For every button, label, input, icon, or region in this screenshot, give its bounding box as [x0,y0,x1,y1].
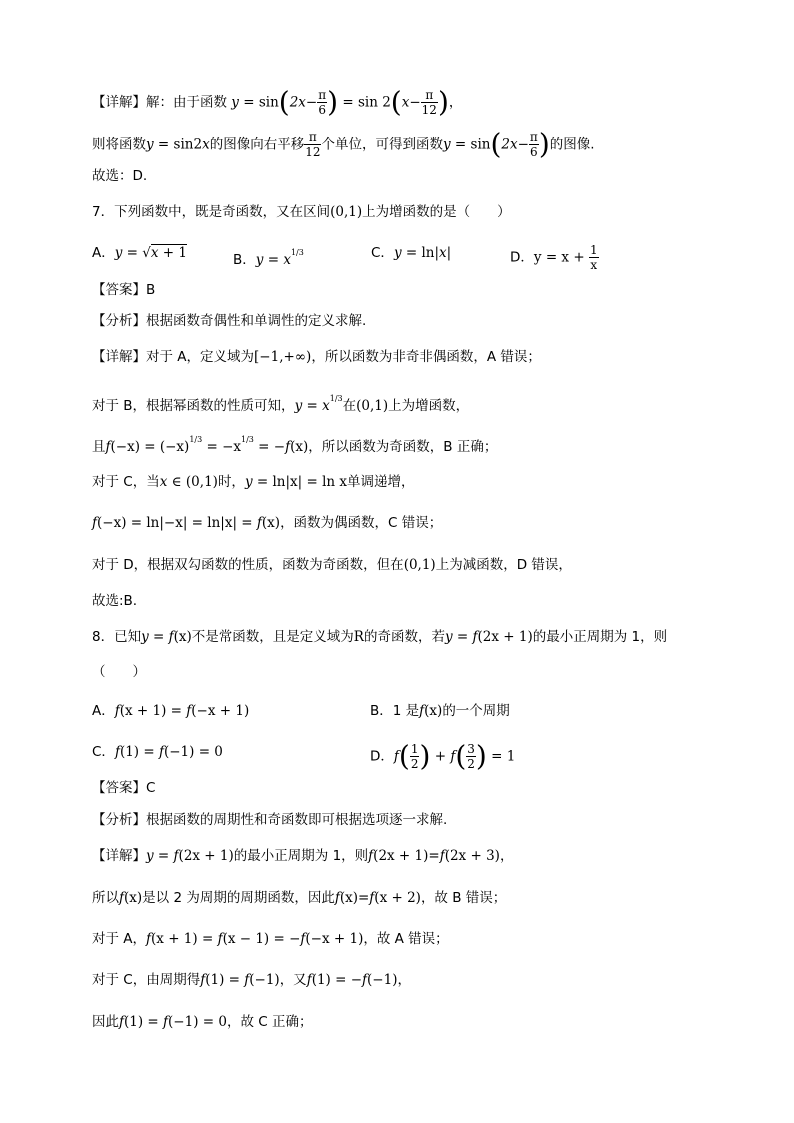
q7-option-a: A．y = √x + 1 [92,245,187,261]
q7-option-c: C．y = ln|x| [371,245,452,261]
detail-8-a: 对于 A，f(x + 1) = f(x − 1) = −f(−x + 1)，故 A 错误； [92,931,449,947]
answer-7: 【答案】B [92,282,156,298]
solution-line-2: 则将函数y = sin2x的图像向右平移 $\frac{\pi}{12}$ 个单位，可得到函数y = sin(2x− $\frac{\pi}{6}$ )的图像. [92,127,595,161]
q7-option-d: D．y = x + $\frac{1}{x}$ [510,243,598,272]
analysis-7: 【分析】根据函数奇偶性和单调性的定义求解. [92,313,367,329]
question-8-stem: 8．已知y = f(x)不是常函数，且是定义域为R的奇函数，若y = f(2x + 1)的最小正周期为 1，则 [92,629,668,645]
detail-8-c: 对于 C，由周期得f(1) = f(−1)，又f(1) = −f(−1)， [92,972,411,988]
solution-line-1: 【详解】解：由于函数 y = sin(2x− $\frac{\pi}{6}$ ) = sin 2(x− $\frac{\pi}{12}$ )， [92,85,463,119]
answer-8: 【答案】C [92,780,156,796]
q8-option-b: B．1 是f(x)的一个周期 [370,703,510,719]
detail-7-c: 对于 C，当x ∈ (0,1)时，y = ln|x| = ln x单调递增， [92,474,415,490]
detail-8: 【详解】y = f(2x + 1)的最小正周期为 1，则f(2x + 1)=f(2x + 3)， [92,848,514,864]
q8-option-d: D．f( $\frac{1}{2}$ ) + f( $\frac{3}{2}$ ) = 1 [370,739,516,773]
detail-7-b: 对于 B，根据幂函数的性质可知，$y = x^{1/3}$在(0,1)上为增函数， [92,394,470,414]
detail-8-period: 所以f(x)是以 2 为周期的周期函数，因此f(x)=f(x + 2)，故 B 错误； [92,890,507,906]
question-7-stem: 7．下列函数中，既是奇函数，又在区间(0,1)上为增函数的是（ ） [92,204,511,220]
question-8-bracket: （ ） [92,664,146,680]
detail-8-c2: 因此f(1) = f(−1) = 0，故 C 正确； [92,1014,313,1030]
detail-7-d: 对于 D，根据双勾函数的性质，函数为奇函数，但在(0,1)上为减函数，D 错误， [92,557,572,573]
q7-option-b: B．$y = x^{1/3}$ [233,248,304,268]
choose-d: 故选：D. [92,168,148,184]
choose-b: 故选:B. [92,593,138,609]
detail-7-c2: f(−x) = ln|−x| = ln|x| = f(x)，函数为偶函数，C 错误； [92,515,443,531]
q8-option-c: C．f(1) = f(−1) = 0 [92,744,223,760]
detail-tag: 【详解】 [92,94,146,111]
analysis-8: 【分析】根据函数的周期性和奇函数即可根据选项逐一求解. [92,812,448,828]
q8-option-a: A．f(x + 1) = f(−x + 1) [92,703,250,719]
detail-7-a: 【详解】对于 A，定义域为[−1,+∞)，所以函数为非奇非偶函数，A 错误； [92,349,541,365]
detail-7-b2: 且$f(-x) = (-x)^{1/3} = -x^{1/3} = -f(x)$，所以函数为奇函数，B 正确； [92,435,498,455]
